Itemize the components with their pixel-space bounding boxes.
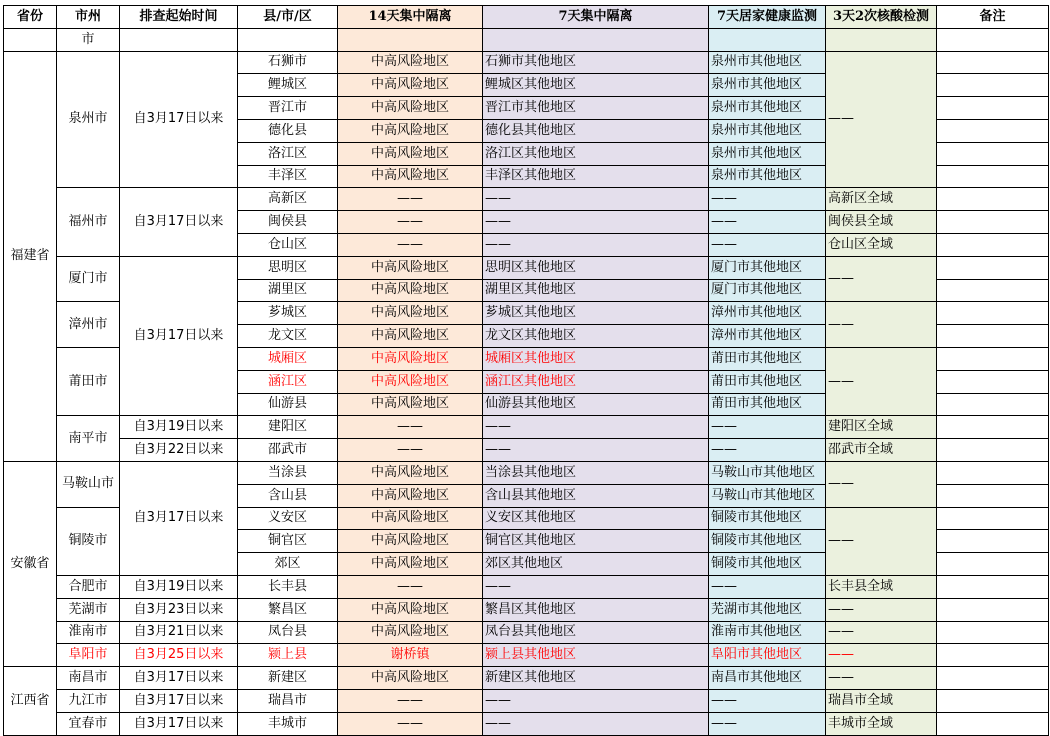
- home-monitor-cell: 马鞍山市其他地区: [709, 461, 826, 484]
- county-cell: 当涂县: [238, 461, 338, 484]
- quarantine-7-cell: ——: [483, 439, 709, 462]
- quarantine-7-cell: ——: [483, 211, 709, 234]
- table-row: [4, 188, 1049, 211]
- county-cell: 城厢区: [238, 347, 338, 370]
- remarks-cell: [937, 667, 1049, 690]
- header-county: 县/市/区: [238, 6, 338, 29]
- county-cell: 郊区: [238, 553, 338, 576]
- start-time-cell: 自3月25日以来: [120, 644, 238, 667]
- county-cell: 龙文区: [238, 325, 338, 348]
- county-cell: 高新区: [238, 188, 338, 211]
- start-time-cell: 自3月22日以来: [120, 439, 238, 462]
- quarantine-14-cell: 中高风险地区: [338, 279, 483, 302]
- remarks-cell: [937, 51, 1049, 74]
- county-cell: 鲤城区: [238, 74, 338, 97]
- quarantine-14-cell: 中高风险地区: [338, 165, 483, 188]
- home-monitor-cell: 马鞍山市其他地区: [709, 484, 826, 507]
- nucleic-test-cell: ——: [826, 667, 937, 690]
- quarantine-14-cell: 中高风险地区: [338, 598, 483, 621]
- nucleic-test-cell: 仓山区全域: [826, 233, 937, 256]
- quarantine-7-cell: 繁昌区其他地区: [483, 598, 709, 621]
- county-cell: 石狮市: [238, 51, 338, 74]
- table-row: [4, 439, 1049, 462]
- nucleic-test-cell: ——: [826, 461, 937, 507]
- home-monitor-cell: 铜陵市其他地区: [709, 530, 826, 553]
- home-monitor-cell: 厦门市其他地区: [709, 256, 826, 279]
- quarantine-7-cell: 德化县其他地区: [483, 119, 709, 142]
- start-time-cell: 自3月19日以来: [120, 575, 238, 598]
- quarantine-14-cell: 中高风险地区: [338, 553, 483, 576]
- table-row: [4, 621, 1049, 644]
- nucleic-test-cell: ——: [826, 347, 937, 415]
- quarantine-7-cell: 铜官区其他地区: [483, 530, 709, 553]
- home-monitor-cell: 泉州市其他地区: [709, 142, 826, 165]
- home-monitor-cell: 淮南市其他地区: [709, 621, 826, 644]
- quarantine-14-cell: 中高风险地区: [338, 621, 483, 644]
- county-cell: 长丰县: [238, 575, 338, 598]
- remarks-cell: [937, 347, 1049, 370]
- county-cell: 涵江区: [238, 370, 338, 393]
- city-cell: 马鞍山市: [57, 461, 120, 507]
- city-cell: 芜湖市: [57, 598, 120, 621]
- home-monitor-cell: 南昌市其他地区: [709, 667, 826, 690]
- remarks-cell: [937, 325, 1049, 348]
- nucleic-test-cell: ——: [826, 51, 937, 188]
- county-cell: 瑞昌市: [238, 689, 338, 712]
- home-monitor-cell: ——: [709, 689, 826, 712]
- header-row: [4, 6, 1049, 29]
- remarks-cell: [937, 119, 1049, 142]
- home-monitor-cell: 铜陵市其他地区: [709, 507, 826, 530]
- home-monitor-cell: ——: [709, 439, 826, 462]
- city-cell: 合肥市: [57, 575, 120, 598]
- quarantine-14-cell: ——: [338, 211, 483, 234]
- nucleic-test-cell: ——: [826, 621, 937, 644]
- table-row: [4, 667, 1049, 690]
- quarantine-7-cell: 石狮市其他地区: [483, 51, 709, 74]
- table-row: [4, 51, 1049, 74]
- home-monitor-cell: 阜阳市其他地区: [709, 644, 826, 667]
- header-remarks: 备注: [937, 6, 1049, 29]
- home-monitor-cell: 泉州市其他地区: [709, 119, 826, 142]
- county-cell: 建阳区: [238, 416, 338, 439]
- home-monitor-cell: ——: [709, 575, 826, 598]
- remarks-cell: [937, 165, 1049, 188]
- quarantine-14-cell: 中高风险地区: [338, 507, 483, 530]
- province-cell: 江西省: [4, 667, 57, 735]
- header-start-time: 排查起始时间: [120, 6, 238, 29]
- table-row: [4, 644, 1049, 667]
- home-monitor-cell: 泉州市其他地区: [709, 51, 826, 74]
- quarantine-14-cell: ——: [338, 575, 483, 598]
- start-time-cell: 自3月17日以来: [120, 667, 238, 690]
- city-cell: 泉州市: [57, 51, 120, 188]
- header-nucleic-test: 3天2次核酸检测: [826, 6, 937, 29]
- quarantine-7-cell: 凤台县其他地区: [483, 621, 709, 644]
- nucleic-test-cell: 邵武市全域: [826, 439, 937, 462]
- table-row: [4, 256, 1049, 279]
- header-province: 省份: [4, 6, 57, 29]
- county-cell: 颍上县: [238, 644, 338, 667]
- home-monitor-cell: 漳州市其他地区: [709, 325, 826, 348]
- start-time-cell: 自3月17日以来: [120, 461, 238, 575]
- home-monitor-cell: 莆田市其他地区: [709, 347, 826, 370]
- nucleic-test-cell: 瑞昌市全域: [826, 689, 937, 712]
- city-cell: 厦门市: [57, 256, 120, 302]
- home-monitor-cell: 泉州市其他地区: [709, 165, 826, 188]
- quarantine-14-cell: 中高风险地区: [338, 302, 483, 325]
- remarks-cell: [937, 97, 1049, 120]
- quarantine-7-cell: 新建区其他地区: [483, 667, 709, 690]
- county-cell: 德化县: [238, 119, 338, 142]
- quarantine-7-cell: 郊区其他地区: [483, 553, 709, 576]
- home-monitor-cell: 泉州市其他地区: [709, 74, 826, 97]
- city-cell: 阜阳市: [57, 644, 120, 667]
- nucleic-test-cell: 丰城市全域: [826, 712, 937, 735]
- county-cell: 繁昌区: [238, 598, 338, 621]
- quarantine-14-cell: 中高风险地区: [338, 393, 483, 416]
- home-monitor-cell: ——: [709, 188, 826, 211]
- nucleic-test-cell: ——: [826, 507, 937, 575]
- home-monitor-cell: 泉州市其他地区: [709, 97, 826, 120]
- quarantine-14-cell: ——: [338, 188, 483, 211]
- county-cell: 丰泽区: [238, 165, 338, 188]
- remarks-cell: [937, 74, 1049, 97]
- nucleic-test-cell: 长丰县全域: [826, 575, 937, 598]
- quarantine-14-cell: ——: [338, 439, 483, 462]
- quarantine-7-cell: 芗城区其他地区: [483, 302, 709, 325]
- quarantine-14-cell: ——: [338, 712, 483, 735]
- nucleic-test-cell: 闽侯县全域: [826, 211, 937, 234]
- start-time-cell: 自3月17日以来: [120, 712, 238, 735]
- county-cell: 仙游县: [238, 393, 338, 416]
- quarantine-14-cell: 中高风险地区: [338, 461, 483, 484]
- city-cell: 淮南市: [57, 621, 120, 644]
- quarantine-7-cell: ——: [483, 188, 709, 211]
- home-monitor-cell: ——: [709, 416, 826, 439]
- nucleic-test-cell: ——: [826, 644, 937, 667]
- home-monitor-cell: 铜陵市其他地区: [709, 553, 826, 576]
- city-cell: 宜春市: [57, 712, 120, 735]
- remarks-cell: [937, 644, 1049, 667]
- city-cell: 南平市: [57, 416, 120, 462]
- nucleic-test-cell: ——: [826, 302, 937, 348]
- quarantine-7-cell: 鲤城区其他地区: [483, 74, 709, 97]
- quarantine-7-cell: 晋江市其他地区: [483, 97, 709, 120]
- quarantine-14-cell: 中高风险地区: [338, 256, 483, 279]
- remarks-cell: [937, 598, 1049, 621]
- remarks-cell: [937, 621, 1049, 644]
- county-cell: 新建区: [238, 667, 338, 690]
- quarantine-7-cell: 丰泽区其他地区: [483, 165, 709, 188]
- quarantine-14-cell: 中高风险地区: [338, 347, 483, 370]
- remarks-cell: [937, 484, 1049, 507]
- start-time-cell: 自3月17日以来: [120, 51, 238, 188]
- quarantine-7-cell: 含山县其他地区: [483, 484, 709, 507]
- remarks-cell: [937, 370, 1049, 393]
- county-cell: 丰城市: [238, 712, 338, 735]
- home-monitor-cell: 莆田市其他地区: [709, 393, 826, 416]
- quarantine-14-cell: ——: [338, 416, 483, 439]
- start-time-cell: 自3月17日以来: [120, 689, 238, 712]
- header-7day-home-monitoring: 7天居家健康监测: [709, 6, 826, 29]
- table-row: [4, 416, 1049, 439]
- table-row: [4, 598, 1049, 621]
- header-14day-quarantine: 14天集中隔离: [338, 6, 483, 29]
- remarks-cell: [937, 233, 1049, 256]
- quarantine-7-cell: 洛江区其他地区: [483, 142, 709, 165]
- quarantine-7-cell: 思明区其他地区: [483, 256, 709, 279]
- quarantine-14-cell: 中高风险地区: [338, 142, 483, 165]
- county-cell: 湖里区: [238, 279, 338, 302]
- start-time-cell: 自3月17日以来: [120, 188, 238, 256]
- quarantine-7-cell: 城厢区其他地区: [483, 347, 709, 370]
- remarks-cell: [937, 507, 1049, 530]
- quarantine-7-cell: 龙文区其他地区: [483, 325, 709, 348]
- city-cell: 铜陵市: [57, 507, 120, 575]
- risk-area-table: [3, 5, 1049, 736]
- city-cell: 九江市: [57, 689, 120, 712]
- county-cell: 凤台县: [238, 621, 338, 644]
- start-time-cell: 自3月19日以来: [120, 416, 238, 439]
- table-row: [4, 575, 1049, 598]
- county-cell: 邵武市: [238, 439, 338, 462]
- quarantine-7-cell: ——: [483, 233, 709, 256]
- quarantine-14-cell: ——: [338, 689, 483, 712]
- quarantine-7-cell: 湖里区其他地区: [483, 279, 709, 302]
- remarks-cell: [937, 302, 1049, 325]
- nucleic-test-cell: ——: [826, 598, 937, 621]
- quarantine-7-cell: 颍上县其他地区: [483, 644, 709, 667]
- start-time-cell: 自3月21日以来: [120, 621, 238, 644]
- quarantine-7-cell: ——: [483, 575, 709, 598]
- quarantine-7-cell: 当涂县其他地区: [483, 461, 709, 484]
- quarantine-14-cell: 中高风险地区: [338, 325, 483, 348]
- header-7day-quarantine: 7天集中隔离: [483, 6, 709, 29]
- remarks-cell: [937, 256, 1049, 279]
- remarks-cell: [937, 188, 1049, 211]
- county-cell: 晋江市: [238, 97, 338, 120]
- remarks-cell: [937, 439, 1049, 462]
- remarks-cell: [937, 416, 1049, 439]
- quarantine-7-cell: 仙游县其他地区: [483, 393, 709, 416]
- header-city-continued: 市: [57, 28, 120, 51]
- table-row: [4, 461, 1049, 484]
- home-monitor-cell: 芜湖市其他地区: [709, 598, 826, 621]
- home-monitor-cell: ——: [709, 712, 826, 735]
- home-monitor-cell: 厦门市其他地区: [709, 279, 826, 302]
- nucleic-test-cell: ——: [826, 256, 937, 302]
- quarantine-14-cell: 谢桥镇: [338, 644, 483, 667]
- quarantine-14-cell: 中高风险地区: [338, 530, 483, 553]
- quarantine-7-cell: 涵江区其他地区: [483, 370, 709, 393]
- county-cell: 义安区: [238, 507, 338, 530]
- remarks-cell: [937, 393, 1049, 416]
- table-row: [4, 712, 1049, 735]
- start-time-cell: 自3月17日以来: [120, 256, 238, 416]
- county-cell: 闽侯县: [238, 211, 338, 234]
- remarks-cell: [937, 211, 1049, 234]
- county-cell: 芗城区: [238, 302, 338, 325]
- province-cell: 福建省: [4, 51, 57, 461]
- county-cell: 含山县: [238, 484, 338, 507]
- quarantine-14-cell: 中高风险地区: [338, 667, 483, 690]
- province-cell: 安徽省: [4, 461, 57, 666]
- city-cell: 漳州市: [57, 302, 120, 348]
- quarantine-7-cell: ——: [483, 712, 709, 735]
- header-row-2: [4, 28, 1049, 51]
- nucleic-test-cell: 建阳区全域: [826, 416, 937, 439]
- table-row: [4, 689, 1049, 712]
- remarks-cell: [937, 712, 1049, 735]
- home-monitor-cell: 莆田市其他地区: [709, 370, 826, 393]
- home-monitor-cell: 漳州市其他地区: [709, 302, 826, 325]
- home-monitor-cell: ——: [709, 233, 826, 256]
- quarantine-14-cell: 中高风险地区: [338, 119, 483, 142]
- remarks-cell: [937, 279, 1049, 302]
- city-cell: 南昌市: [57, 667, 120, 690]
- quarantine-14-cell: ——: [338, 233, 483, 256]
- quarantine-14-cell: 中高风险地区: [338, 97, 483, 120]
- remarks-cell: [937, 461, 1049, 484]
- city-cell: 莆田市: [57, 347, 120, 415]
- quarantine-7-cell: 义安区其他地区: [483, 507, 709, 530]
- county-cell: 洛江区: [238, 142, 338, 165]
- quarantine-14-cell: 中高风险地区: [338, 370, 483, 393]
- nucleic-test-cell: 高新区全域: [826, 188, 937, 211]
- county-cell: 思明区: [238, 256, 338, 279]
- county-cell: 仓山区: [238, 233, 338, 256]
- remarks-cell: [937, 689, 1049, 712]
- county-cell: 铜官区: [238, 530, 338, 553]
- quarantine-7-cell: ——: [483, 689, 709, 712]
- home-monitor-cell: ——: [709, 211, 826, 234]
- remarks-cell: [937, 530, 1049, 553]
- quarantine-7-cell: ——: [483, 416, 709, 439]
- remarks-cell: [937, 142, 1049, 165]
- city-cell: 福州市: [57, 188, 120, 256]
- quarantine-14-cell: 中高风险地区: [338, 484, 483, 507]
- start-time-cell: 自3月23日以来: [120, 598, 238, 621]
- quarantine-14-cell: 中高风险地区: [338, 51, 483, 74]
- remarks-cell: [937, 575, 1049, 598]
- header-city: 市州: [57, 6, 120, 29]
- quarantine-14-cell: 中高风险地区: [338, 74, 483, 97]
- remarks-cell: [937, 553, 1049, 576]
